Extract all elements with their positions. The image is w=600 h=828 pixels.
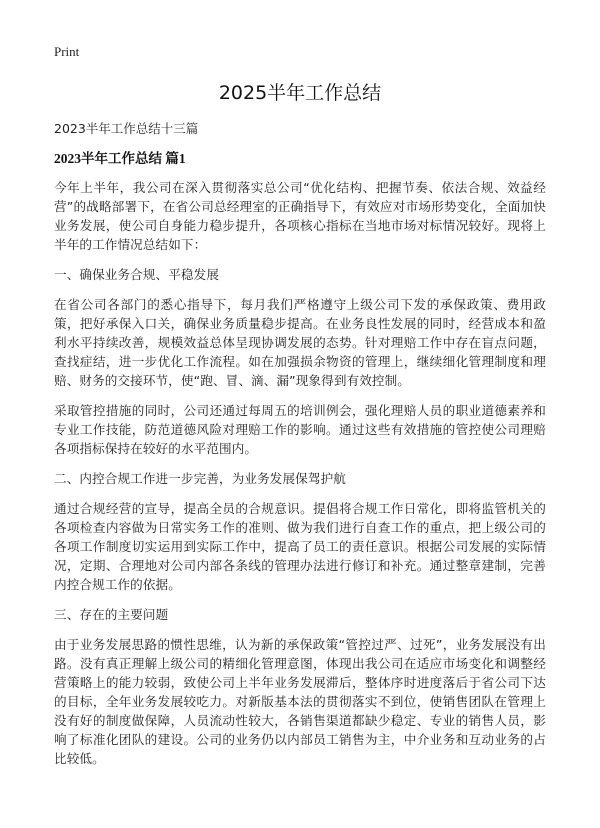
page-title: 2025半年工作总结 bbox=[218, 82, 382, 104]
paragraph-controls: 采取管控措施的同时，公司还通过每周五的培训例会，强化理赔人员的职业道德素养和专业工作技能，防范道德风险对理赔工作的影响。通过这些有效措施的管控使公司理赔各项指标保持在较好的水平范围内。 bbox=[54, 403, 546, 456]
print-link[interactable]: Print bbox=[54, 44, 80, 59]
document-body bbox=[54, 178, 546, 779]
paragraph-intro: 今年上半年，我公司在深入贯彻落实总公司“优化结构、把握节奏、依法合规、效益经营”的战略部署下，在省公司总经理室的正确指导下，有效应对市场形势变化，全面加快业务发展，使公司自身能力稳步提升，各项核心指标在当地市场对标情况较好。现将上半年的工作情况总结如下： bbox=[54, 180, 546, 252]
paragraph-heading-3: 三、存在的主要问题 bbox=[54, 607, 169, 622]
paragraph-problems: 由于业务发展思路的惯性思维，认为新的承保政策“管控过严、过死”，业务发展没有出路。没有真正理解上级公司的精细化管理意图，体现出我公司在适应市场变化和调整经营策略上的能力较弱，致使公司上半年业务发展滞后，整体序时进度落后于省公司下达的目标，全年业务发展较吃力。对新版基本法的贯彻落实不到位，使销售团队在管理上没有好的制度做保障，人员流动性较大，各销售渠道都缺少稳定、专业的销售人员，影响了标准化团队的建设。公司的业务仍以内部员工销售为主，中介业务和互动业务的占比较低。 bbox=[54, 637, 546, 766]
paragraph-compliance: 在省公司各部门的悉心指导下，每月我们严格遵守上级公司下发的承保政策、费用政策，把好承保入口关，确保业务质量稳步提高。在业务良性发展的同时，经营成本和盈利水平持续改善，规模效益总体呈现协调发展的态势。针对理赔工作中存在盲点问题，查找症结，进一步优化工作流程。如在加强损余物资的管理上，继续细化管理制度和理赔、财务的交接环节，使“跑、冒、滴、漏”现象得到有效控制。 bbox=[54, 297, 546, 388]
section-heading: 2023半年工作总结 篇1 bbox=[54, 151, 186, 166]
paragraph-heading-1: 一、确保业务合规、平稳发展 bbox=[54, 267, 220, 282]
document-subtitle: 2023半年工作总结十三篇 bbox=[54, 121, 199, 136]
paragraph-heading-2: 二、内控合规工作进一步完善，为业务发展保驾护航 bbox=[54, 471, 346, 486]
paragraph-internal-control: 通过合规经营的宣导，提高全员的合规意识。提倡将合规工作日常化，即将监管机关的各项检查内容做为日常实务工作的准则、做为我们进行自查工作的重点，把上级公司的各项工作制度切实运用到实际工作中，提高了员工的责任意识。根据公司发展的实际情况，定期、合理地对公司内部各条线的管理办法进行修订和补充。通过整章建制，完善内控合规工作的依据。 bbox=[54, 501, 546, 592]
